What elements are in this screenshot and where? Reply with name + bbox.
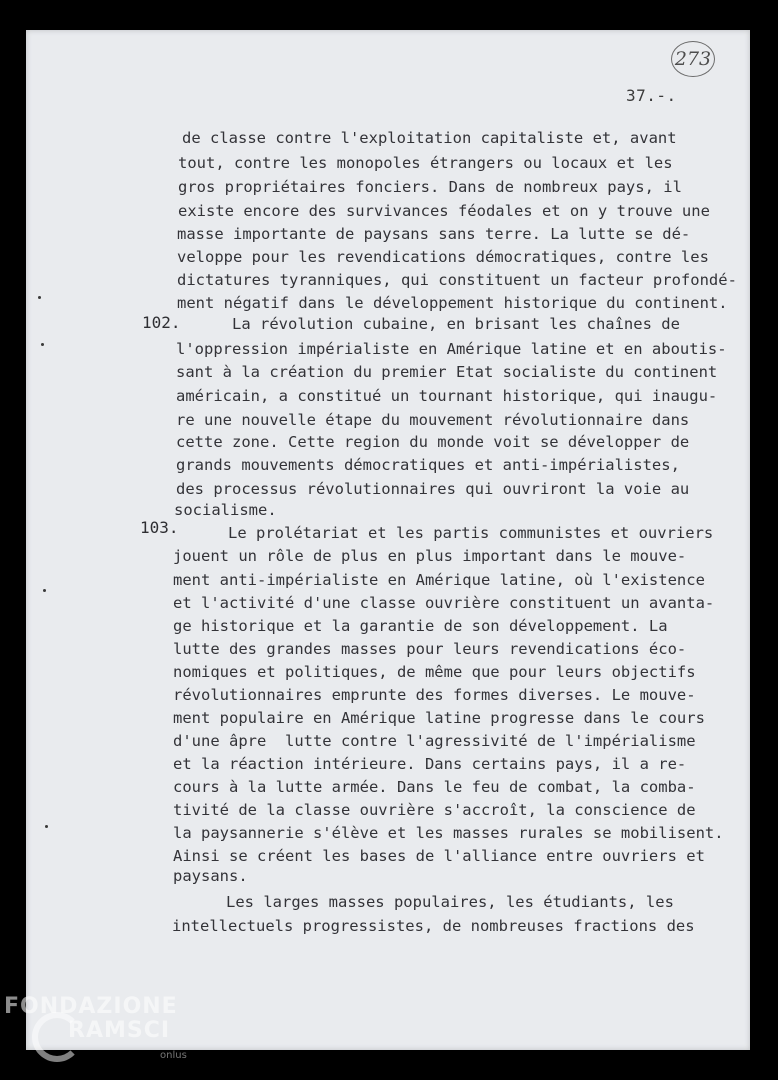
text-line: veloppe pour les revendications démocratiques, contre les (177, 248, 709, 266)
text-line: américain, a constitué un tournant historique, qui inaugu- (176, 387, 718, 405)
text-line: tivité de la classe ouvrière s'accroît, la conscience de (173, 801, 696, 819)
watermark-line-3: onlus (160, 1050, 187, 1061)
text-line: existe encore des survivances féodales et on y trouve une (178, 202, 710, 220)
text-line: paysans. (173, 867, 248, 885)
margin-mark (41, 343, 44, 346)
text-line: Ainsi se créent les bases de l'alliance entre ouvriers et (173, 847, 705, 865)
page-number: 37.-. (626, 86, 677, 105)
text-line: ment négatif dans le développement historique du continent. (177, 294, 728, 312)
margin-mark (43, 589, 46, 592)
text-line: ment anti-impérialiste en Amérique latine, où l'existence (173, 571, 705, 589)
text-line: cette zone. Cette region du monde voit se développer de (176, 433, 690, 451)
paragraph-number: 103. (140, 518, 179, 537)
text-line: jouent un rôle de plus en plus important dans le mouve- (173, 547, 687, 565)
text-line: ge historique et la garantie de son développement. La (173, 617, 668, 635)
fondazione-gramsci-watermark (4, 994, 204, 1074)
text-line: et l'activité d'une classe ouvrière constituent un avanta- (173, 594, 715, 612)
text-line: intellectuels progressistes, de nombreuses fractions des (172, 917, 695, 935)
text-line: et la réaction intérieure. Dans certains pays, il a re- (173, 755, 687, 773)
text-line: lutte des grandes masses pour leurs revendications éco- (173, 640, 687, 658)
text-line: d'une âpre lutte contre l'agressivité de l'impérialisme (173, 732, 696, 750)
text-line: masse importante de paysans sans terre. La lutte se dé- (177, 225, 691, 243)
margin-mark (45, 825, 48, 828)
text-line: de classe contre l'exploitation capitaliste et, avant (182, 129, 677, 147)
text-line: des processus révolutionnaires qui ouvriront la voie au (176, 480, 690, 498)
text-line: dictatures tyranniques, qui constituent un facteur profondé- (177, 271, 737, 289)
text-line: sant à la création du premier Etat socialiste du continent (176, 363, 718, 381)
text-line: La révolution cubaine, en brisant les chaînes de (232, 315, 680, 333)
paragraph-number: 102. (142, 313, 181, 332)
text-line: Le prolétariat et les partis communistes et ouvriers (228, 524, 714, 542)
text-line: socialisme. (174, 501, 277, 519)
text-line: grands mouvements démocratiques et anti-impérialistes, (176, 456, 680, 474)
text-line: ment populaire en Amérique latine progresse dans le cours (173, 709, 705, 727)
text-line: gros propriétaires fonciers. Dans de nombreux pays, il (178, 178, 682, 196)
archive-stamp-number: 273 (671, 41, 715, 77)
text-line: Les larges masses populaires, les étudiants, les (226, 893, 674, 911)
text-line: nomiques et politiques, de même que pour leurs objectifs (173, 663, 696, 681)
text-line: tout, contre les monopoles étrangers ou locaux et les (178, 154, 673, 172)
watermark-line-2: RAMSCI (68, 1018, 171, 1043)
text-line: l'oppression impérialiste en Amérique latine et en aboutis- (176, 340, 727, 358)
text-line: révolutionnaires emprunte des formes diverses. Le mouve- (173, 686, 696, 704)
text-line: la paysannerie s'élève et les masses rurales se mobilisent. (173, 824, 724, 842)
margin-mark (38, 296, 41, 299)
text-line: re une nouvelle étape du mouvement révolutionnaire dans (176, 411, 690, 429)
watermark-line-1: FONDAZIONE (4, 994, 178, 1019)
text-line: cours à la lutte armée. Dans le feu de combat, la comba- (173, 778, 696, 796)
